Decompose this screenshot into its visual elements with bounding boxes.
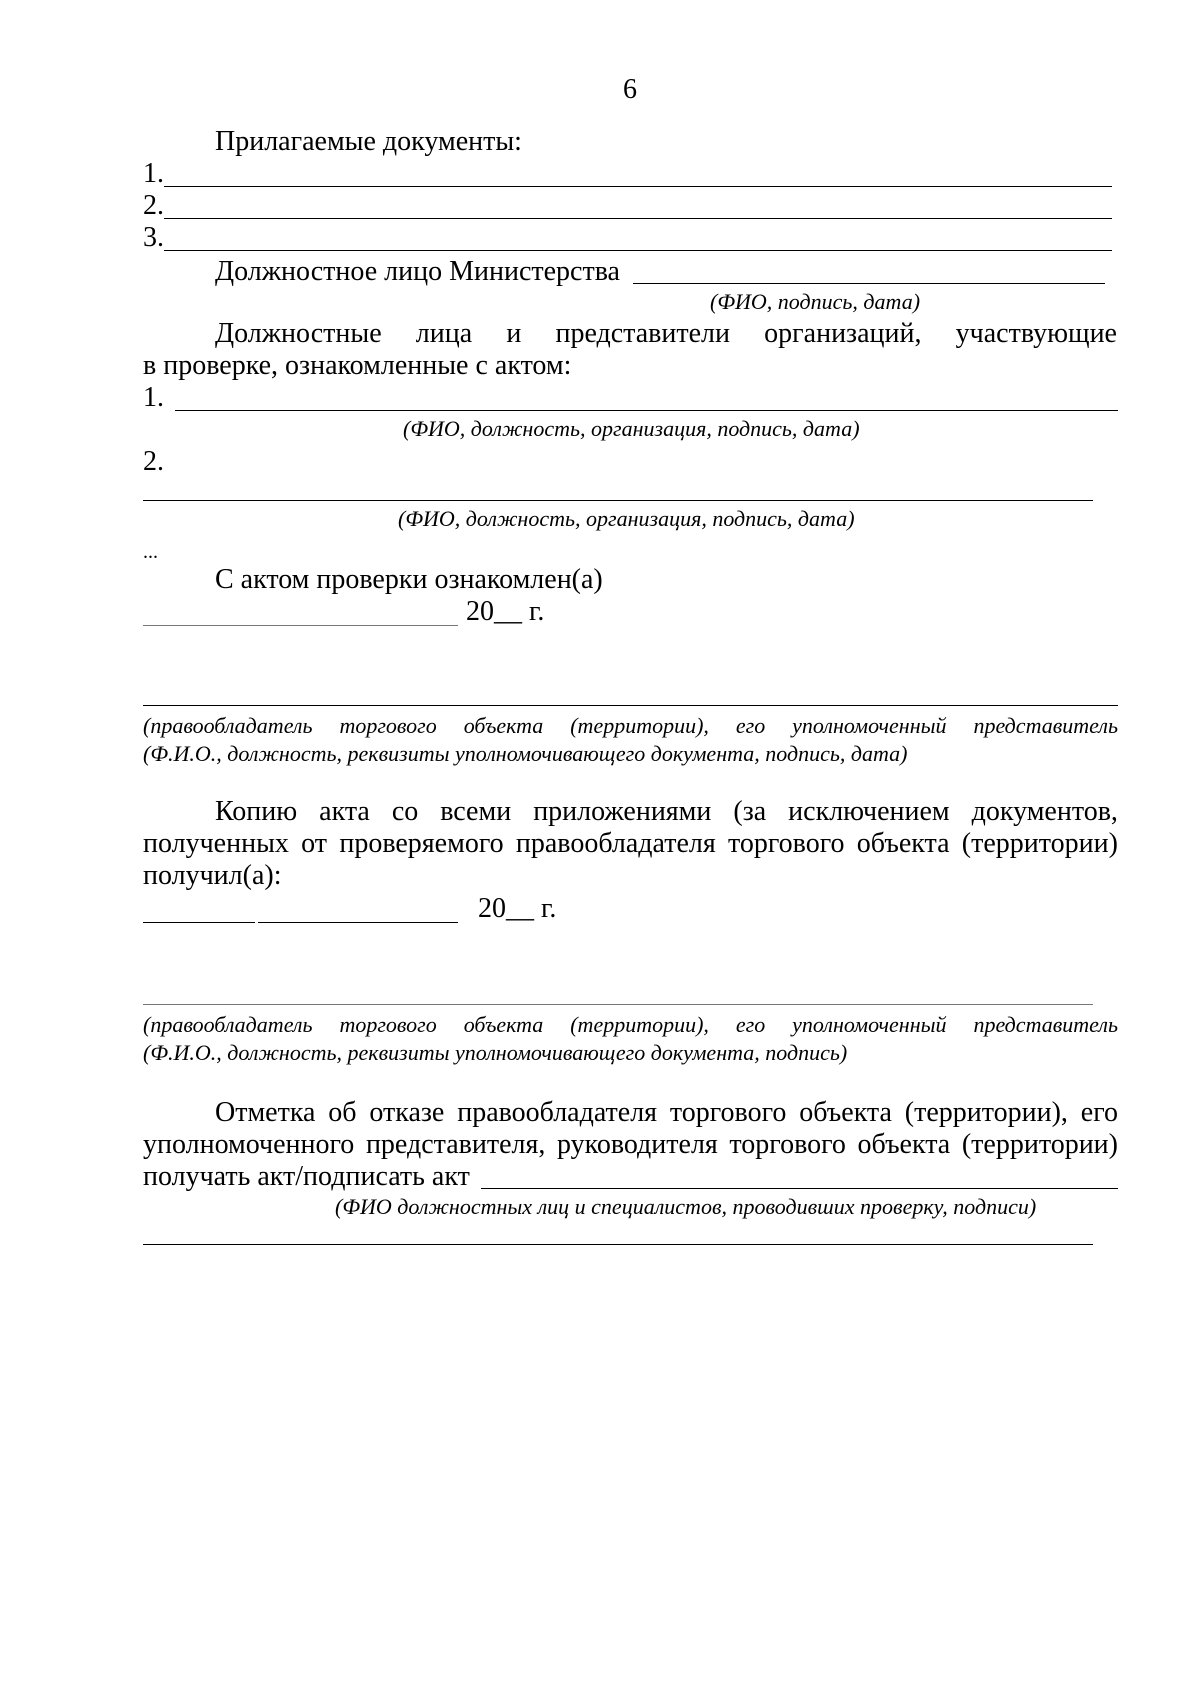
acquainted-date-line[interactable] (143, 625, 458, 626)
copy-caption-line2: (Ф.И.О., должность, реквизиты уполномочивающего документа, подпись) (143, 1040, 848, 1065)
caption-word: (правообладатель (143, 713, 313, 738)
copy-word: (за (733, 796, 767, 827)
acquainted-label: С актом проверки ознакомлен(а) (215, 564, 603, 595)
reps-word: Должностные (215, 318, 382, 349)
copy-word: торгового (728, 828, 845, 859)
refusal-word: правообладателя (457, 1097, 658, 1128)
reps-word: лица (415, 318, 473, 349)
copy-year: 20__ г. (478, 893, 557, 924)
copy-word: акта (319, 796, 370, 827)
caption-word: торгового (339, 713, 437, 738)
copy-word: исключением (788, 796, 950, 827)
refusal-word: торгового (729, 1129, 846, 1160)
copy-date-line-1[interactable] (143, 922, 255, 923)
refusal-paragraph-line3: получать акт/подписать акт (143, 1161, 470, 1192)
official-label: Должностное лицо Министерства (215, 256, 620, 287)
caption-word: торгового (339, 1012, 437, 1037)
copy-word: от (301, 828, 328, 859)
refusal-word: руководителя (557, 1129, 718, 1160)
copy-paragraph-line2 (143, 828, 1118, 860)
attached-item-1-number: 1. (143, 158, 164, 189)
copy-paragraph-line1 (215, 796, 1118, 828)
copy-word: со (391, 796, 419, 827)
reps-paragraph-line2: в проверке, ознакомленные с актом: (143, 350, 572, 381)
acquainted-signature-line[interactable] (143, 705, 1118, 706)
caption-word: объекта (463, 713, 544, 738)
copy-paragraph-line3: получил(а): (143, 860, 282, 891)
attached-item-1-line[interactable] (164, 186, 1112, 187)
refusal-word: (территории), (904, 1097, 1068, 1128)
page-number: 6 (623, 74, 637, 105)
copy-signature-line[interactable] (143, 1004, 1093, 1005)
copy-word: проверяемого (339, 828, 504, 859)
copy-word: документов, (971, 796, 1118, 827)
official-caption: (ФИО, подпись, дата) (710, 289, 921, 314)
caption-word: (территории), (570, 1012, 709, 1037)
refusal-word: уполномоченного (143, 1129, 355, 1160)
reps-item-2-number: 2. (143, 446, 164, 477)
acquainted-year: 20__ г. (466, 596, 545, 627)
caption-word: (правообладатель (143, 1012, 313, 1037)
attached-heading: Прилагаемые документы: (215, 126, 522, 157)
caption-word: объекта (463, 1012, 544, 1037)
reps-word: организаций, (764, 318, 922, 349)
caption-word: его (735, 1012, 766, 1037)
caption-word: (территории), (570, 713, 709, 738)
copy-word: всеми (440, 796, 512, 827)
reps-word: представители (555, 318, 731, 349)
reps-paragraph-line1 (215, 318, 1117, 350)
copy-word: Копию (215, 796, 298, 827)
copy-caption-line1 (143, 1012, 1118, 1038)
refusal-word: Отметка (215, 1097, 316, 1128)
copy-word: приложениями (533, 796, 712, 827)
caption-word: его (735, 713, 766, 738)
reps-ellipsis: ... (143, 541, 158, 563)
refusal-paragraph-line1 (215, 1097, 1118, 1129)
copy-word: объекта (856, 828, 950, 859)
refusal-word: (территории) (961, 1129, 1118, 1160)
official-signature-line[interactable] (633, 283, 1105, 284)
reps-word: участвующие (955, 318, 1117, 349)
refusal-caption: (ФИО должностных лиц и специалистов, проводивших проверку, подписи) (335, 1194, 1037, 1219)
acquainted-caption-line2: (Ф.И.О., должность, реквизиты уполномочивающего документа, подпись, дата) (143, 741, 908, 766)
attached-item-3-line[interactable] (164, 250, 1112, 251)
copy-word: (территории) (961, 828, 1118, 859)
acquainted-caption-line1 (143, 713, 1118, 739)
reps-item-1-caption: (ФИО, должность, организация, подпись, дата) (403, 416, 860, 441)
reps-item-2-line[interactable] (143, 500, 1093, 501)
caption-word: уполномоченный (792, 713, 947, 738)
attached-item-2-line[interactable] (164, 218, 1112, 219)
refusal-signature-line[interactable] (481, 1188, 1118, 1189)
attached-item-2-number: 2. (143, 190, 164, 221)
attached-item-3-number: 3. (143, 222, 164, 253)
refusal-paragraph-line2 (143, 1129, 1118, 1161)
caption-word: представитель (973, 1012, 1118, 1037)
refusal-bottom-line[interactable] (143, 1244, 1093, 1245)
caption-word: представитель (973, 713, 1118, 738)
reps-item-1-number: 1. (143, 382, 164, 413)
reps-item-2-caption: (ФИО, должность, организация, подпись, дата) (398, 506, 855, 531)
refusal-word: отказе (369, 1097, 445, 1128)
copy-date-line-2[interactable] (258, 922, 458, 923)
refusal-word: его (1080, 1097, 1118, 1128)
refusal-word: об (328, 1097, 357, 1128)
reps-item-1-line[interactable] (175, 410, 1118, 411)
refusal-word: объекта (857, 1129, 951, 1160)
refusal-word: торгового (669, 1097, 787, 1128)
refusal-word: представителя, (365, 1129, 546, 1160)
reps-word: и (506, 318, 522, 349)
copy-word: правообладателя (515, 828, 716, 859)
copy-word: полученных (143, 828, 289, 859)
caption-word: уполномоченный (792, 1012, 947, 1037)
refusal-word: объекта (799, 1097, 892, 1128)
